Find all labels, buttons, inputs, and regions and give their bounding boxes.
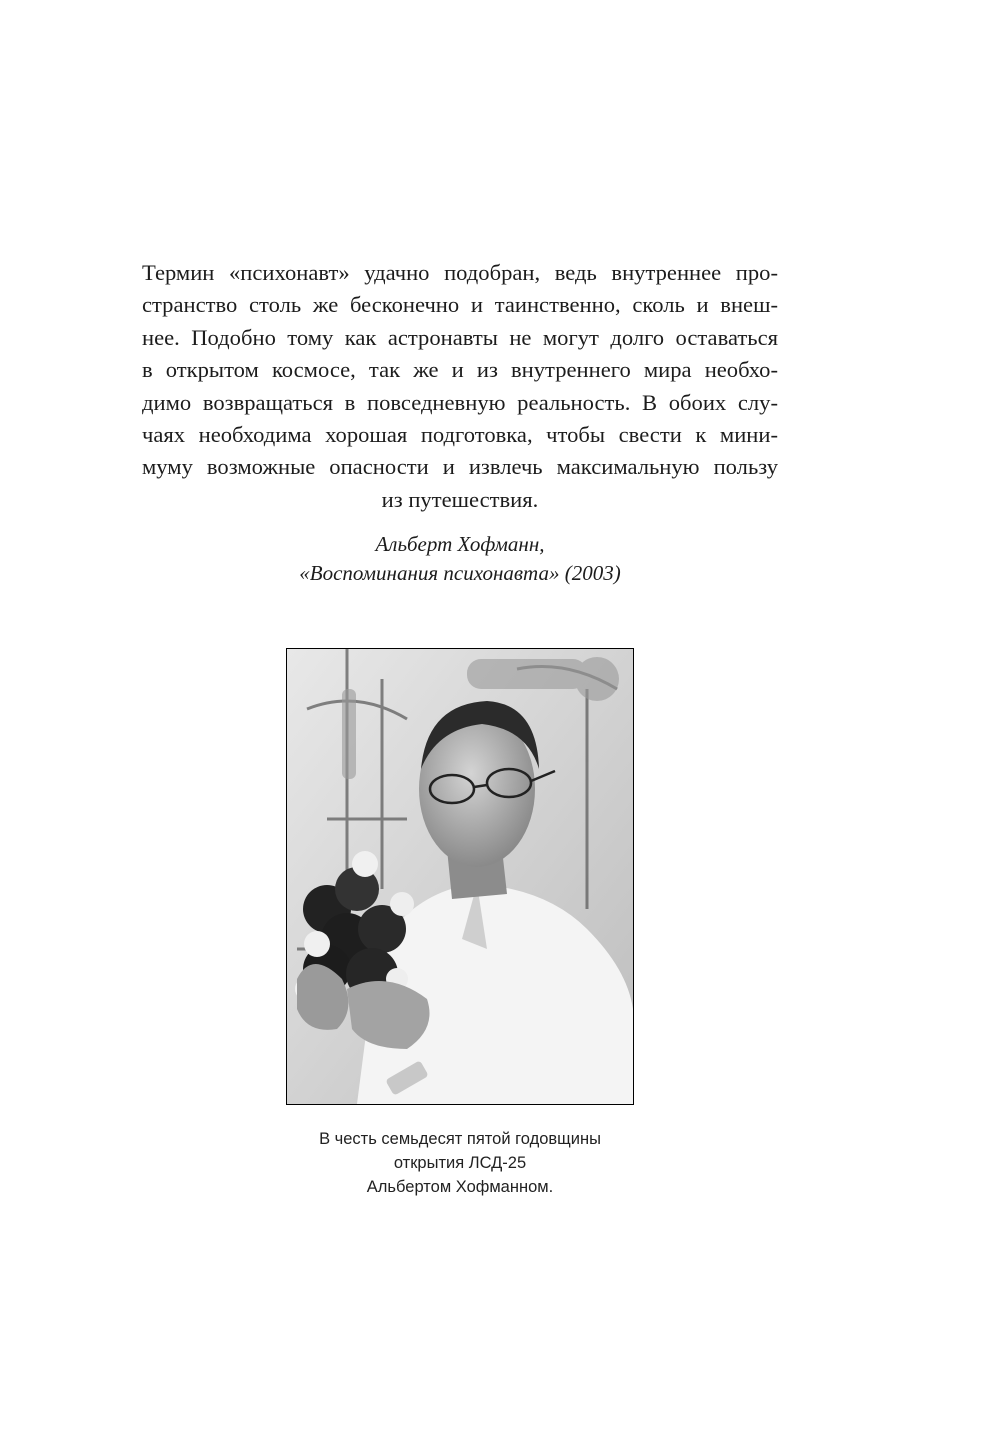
epigraph-line: нее. Подобно тому как астронавты не могут долго оставаться [142,324,778,350]
portrait-photo-icon [287,649,633,1104]
caption-line: Альбертом Хофманном. [366,1178,554,1196]
epigraph-line: в открытом космосе, так же и из внутреннего мира необхо- [142,357,778,383]
epigraph-line: чаях необходима хорошая подготовка, чтобы свести к мини- [142,422,778,448]
epigraph-attribution [142,530,778,588]
epigraph-line: странство столь же бесконечно и таинственно, сколь и внеш- [142,292,778,318]
epigraph-line: муму возможные опасности и извлечь максимальную пользу [142,454,778,480]
photo-caption [200,1127,720,1199]
portrait-photo [286,648,634,1105]
attribution-author: Альберт Хофманн, [375,532,545,556]
caption-line: открытия ЛСД-25 [393,1154,527,1172]
epigraph-line: Термин «психонавт» удачно подобран, ведь внутреннее про- [142,260,778,285]
epigraph-line: димо возвращаться в повседневную реальность. В обоих слу- [142,389,778,415]
attribution-source: «Воспоминания психонавта» (2003) [299,561,621,585]
epigraph-quote [142,257,778,516]
caption-line: В честь семьдесят пятой годовщины [319,1130,601,1148]
epigraph-line: из путешествия. [381,486,539,512]
